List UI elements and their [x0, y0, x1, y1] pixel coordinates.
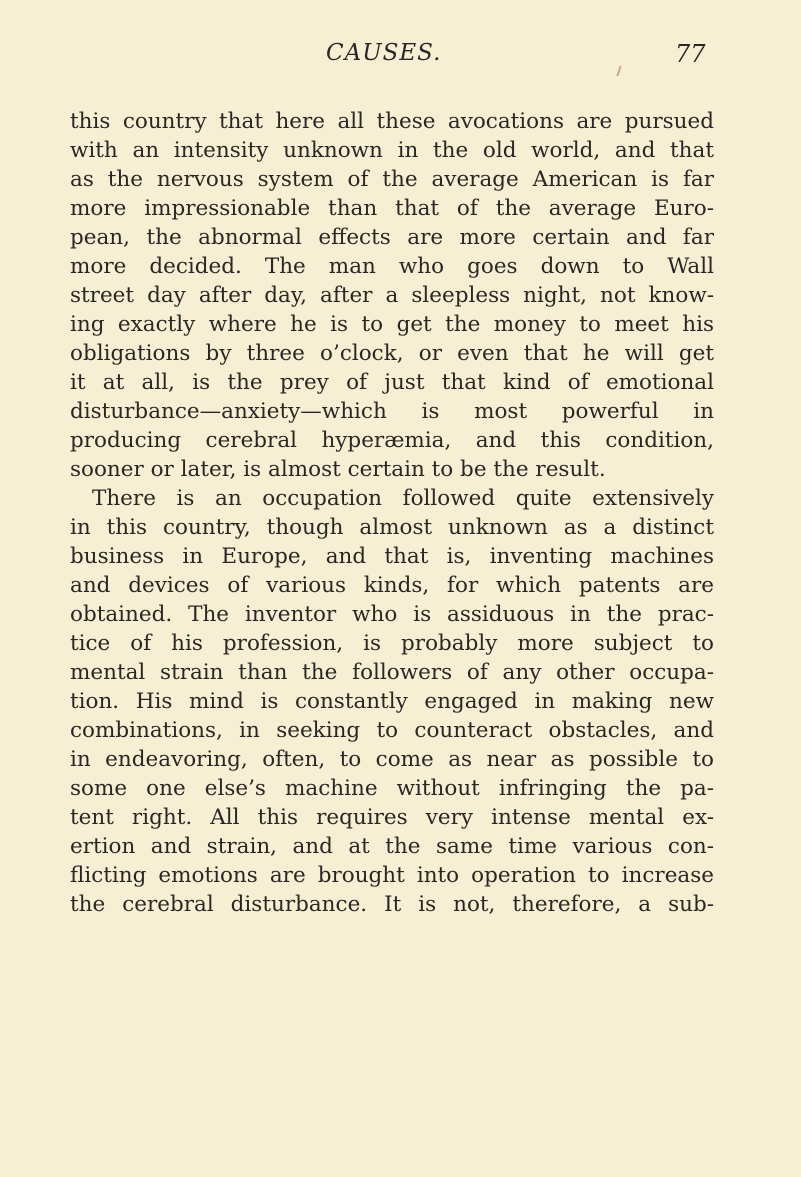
paragraph-end-line: sooner or later, is almost certain to be the result. — [70, 457, 606, 482]
text-line: tion. His mind is constantly engaged in making new — [70, 689, 714, 714]
text-line: ertion and strain, and at the same time various con- — [70, 834, 714, 859]
text-line: this country that here all these avocations are pursued — [70, 109, 714, 134]
text-line: pean, the abnormal effects are more certain and far — [70, 225, 714, 250]
text-line: business in Europe, and that is, inventing machines — [70, 544, 714, 569]
text-line: combinations, in seeking to counteract obstacles, and — [70, 718, 714, 743]
body-text — [70, 107, 714, 919]
running-head: CAUSES. — [326, 40, 442, 66]
text-line: in this country, though almost unknown as a distinct — [70, 515, 714, 540]
ink-speck — [616, 66, 621, 76]
text-line: some one else’s machine without infringing the pa- — [70, 776, 714, 801]
paragraph-start-line: There is an occupation followed quite extensively — [92, 486, 714, 511]
text-line: producing cerebral hyperæmia, and this condition, — [70, 428, 714, 453]
text-line: in endeavoring, often, to come as near as possible to — [70, 747, 714, 772]
text-line: obtained. The inventor who is assiduous in the prac- — [70, 602, 714, 627]
text-line: with an intensity unknown in the old world, and that — [70, 138, 714, 163]
text-line: the cerebral disturbance. It is not, therefore, a sub- — [70, 892, 714, 917]
text-line: tent right. All this requires very intense mental ex- — [70, 805, 714, 830]
text-line: as the nervous system of the average American is far — [70, 167, 714, 192]
text-line: tice of his profession, is probably more subject to — [70, 631, 714, 656]
text-line: and devices of various kinds, for which patents are — [70, 573, 714, 598]
text-line: street day after day, after a sleepless night, not know- — [70, 283, 714, 308]
text-line: more impressionable than that of the average Euro- — [70, 196, 714, 221]
text-line: mental strain than the followers of any other occupa- — [70, 660, 714, 685]
page-number: 77 — [675, 40, 706, 68]
text-line: it at all, is the prey of just that kind of emotional — [70, 370, 714, 395]
text-line: disturbance—anxiety—which is most powerful in — [70, 399, 714, 424]
text-line: obligations by three o’clock, or even that he will get — [70, 341, 714, 366]
text-line: more decided. The man who goes down to Wall — [70, 254, 714, 279]
text-line: ing exactly where he is to get the money to meet his — [70, 312, 714, 337]
text-line: flicting emotions are brought into operation to increase — [70, 863, 714, 888]
